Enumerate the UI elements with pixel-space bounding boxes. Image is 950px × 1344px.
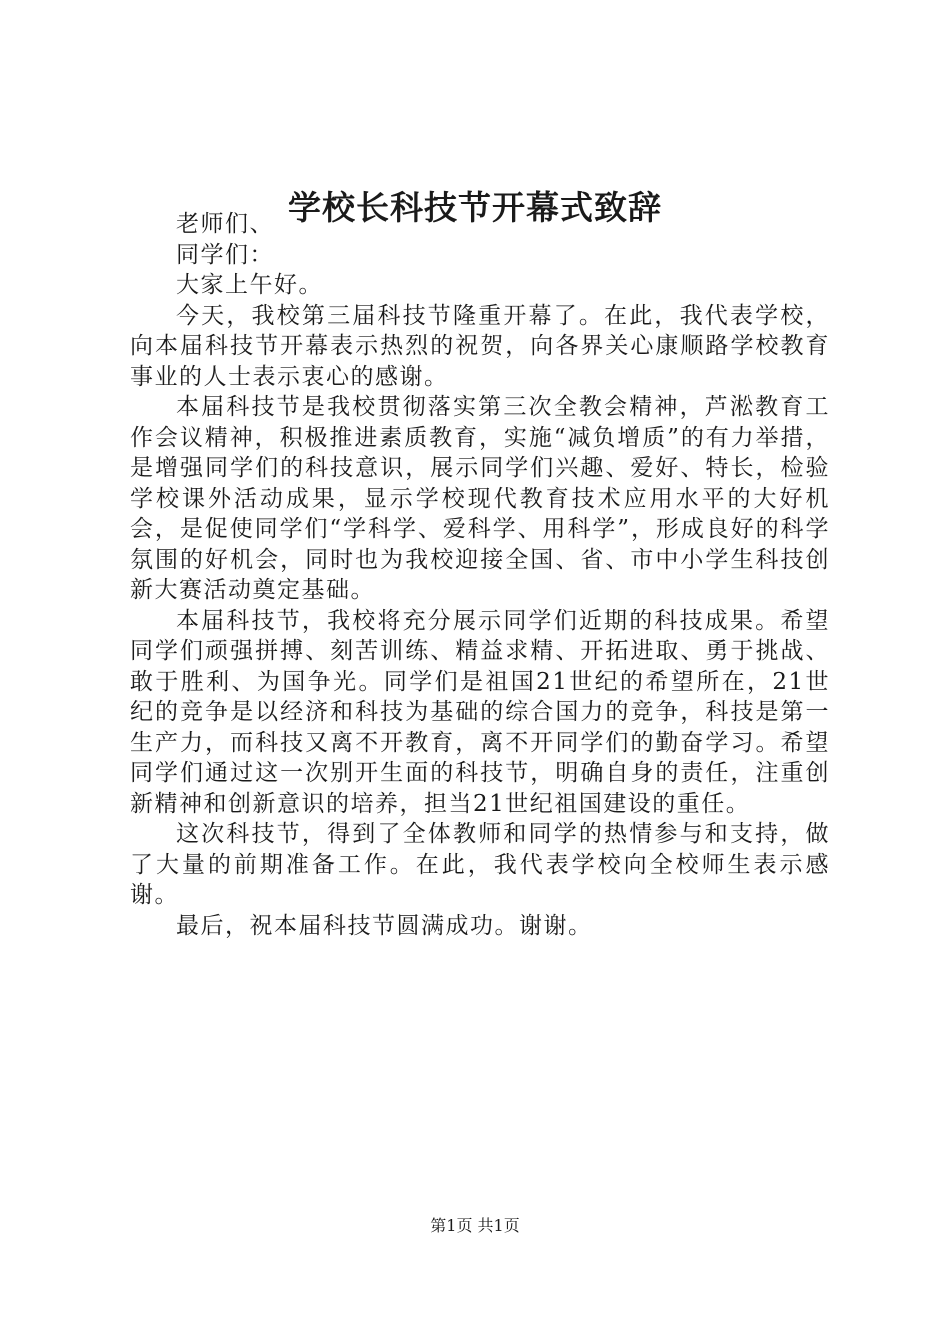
body-paragraph: 本届科技节，我校将充分展示同学们近期的科技成果。希望同学们顽强拼搏、刻苦训练、精益求精、开拓进取、勇于挑战、敢于胜利、为国争光。同学们是祖国21世纪的希望所在，21世纪的竞争是以经济和科技为基础的综合国力的竞争，科技是第一生产力，而科技又离不开教育，离不开同学们的勤奋学习。希望同学们通过这一次别开生面的科技节，明确自身的责任，注重创新精神和创新意识的培养，担当21世纪祖国建设的重任。	[130, 607, 830, 817]
body-paragraph: 今天，我校第三届科技节隆重开幕了。在此，我代表学校，向本届科技节开幕表示热烈的祝贺，向各界关心康顺路学校教育事业的人士表示衷心的感谢。	[130, 302, 830, 390]
salutation-students: 同学们：	[176, 241, 274, 268]
body-paragraph: 这次科技节，得到了全体教师和同学的热情参与和支持，做了大量的前期准备工作。在此，我代表学校向全校师生表示感谢。	[130, 821, 830, 908]
closing-paragraph: 最后，祝本届科技节圆满成功。谢谢。	[176, 912, 593, 939]
document-body	[130, 209, 830, 941]
page-number-footer: 第1页 共1页	[430, 1216, 520, 1235]
body-paragraph: 本届科技节是我校贯彻落实第三次全教会精神，芦淞教育工作会议精神，积极推进素质教育，实施“减负增质”的有力举措，是增强同学们的科技意识，展示同学们兴趣、爱好、特长，检验学校课外活动成果，显示学校现代教育技术应用水平的大好机会，是促使同学们“学科学、爱科学、用科学”，形成良好的科学氛围的好机会，同时也为我校迎接全国、省、市中小学生科技创新大赛活动奠定基础。	[130, 394, 830, 603]
salutation-teachers: 老师们、	[176, 211, 274, 237]
document-title: 学校长科技节开幕式致辞	[288, 188, 662, 227]
greeting: 大家上午好。	[176, 272, 323, 298]
